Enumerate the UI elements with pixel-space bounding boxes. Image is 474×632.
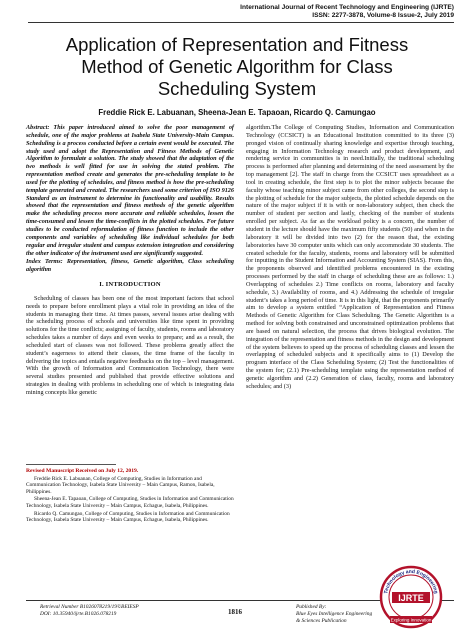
publisher-info xyxy=(296,604,372,624)
section-heading: I. INTRODUCTION xyxy=(99,281,161,289)
header-rule xyxy=(28,22,454,23)
right-column xyxy=(246,124,454,391)
left-column xyxy=(26,124,234,397)
footnote-author-3: Ricardo Q. Camungao, College of Computing, Studies in Information and Communication Technology, Isabela State University – Main Campus, Echague, Isabela, Philippines. xyxy=(26,510,230,524)
retrieval-info xyxy=(40,604,139,618)
author-list: Freddie Rick E. Labuanan, Sheena-Jean E. Tapaoan, Ricardo Q. Camungao xyxy=(98,108,376,117)
footnote-author-1: Freddie Rick E. Labuanan, College of Computing, Studies in Information and Communication Technology, Isabela State University – Main Campus, Ramon, Isabela, Philippines. xyxy=(26,475,215,495)
abstract: Abstract: This paper introduced aimed to solve the poor management of schedule, one of the major problems at Isabela State University-Main Campus. Scheduling is a process conducted before a certain event would be executed. The study used and adopt the Representation and Fitness Methods of Genetic Algorithm to formulate a solution. The study showed that the adaptation of the two methods is well fitted for use in solving the stated problem. The representation method create and generates the pre-scheduling template to be used for the plotting of schedules, and fitness method is how the pre-scheduling template generated and created. The researchers used some criterion of ISO 9126 Standard as an instrument to determine its functionality and usability. Results showed that the representation and fitness methods of the genetic algorithm make the scheduling process more accurate and reliable schedules, lessen the time-consumed and lessen the time-conflicts in the plotted schedules. For future studies to be conducted reformulation of fitness function to include the other components and variables of scheduling like individual schedules for both regular and irregular student and campus extension integration and considering the other indicator of the instrument used are significantly suggested. xyxy=(26,124,234,257)
publisher-name-2: & Sciences Publication xyxy=(296,617,347,624)
intro-paragraph-left: Scheduling of classes has been one of the most important factors that school needs to prepare before enrollment plays a vital role in providing an idea of the students in managing their time. At times passes, several issues arise dealing with the scheduling process of schools and universities like time spent in providing solutions for the time conflicts; assigning of faculty, students, rooms and laboratory schedules takes a number of days and even weeks to prepare; and as a result, the scheduled start of classes was not followed. These problems greatly affect the student’s eagerness to attend their classes, the time frame of the faculty in delivering the topics and entails negative feedbacks on the top – level management. With the growth of Information and Communication Technology, there were several studies presented and published that provide effective solutions and strategies in dealing with problems in scheduling one of which is integrating data mining concepts like genetic xyxy=(26,294,234,396)
footnotes xyxy=(26,468,234,525)
journal-issn: ISSN: 2277-3878, Volume-8 Issue-2, July 2019 xyxy=(312,12,454,19)
page-number: 1816 xyxy=(228,608,242,616)
journal-header xyxy=(240,4,454,20)
index-terms: Index Terms: Representation, fitness, Genetic algorithm, Class scheduling algorithm xyxy=(26,258,234,274)
paper-title: Application of Representation and Fitness Method of Genetic Algorithm for Class Scheduling System xyxy=(65,34,409,99)
intro-paragraph-right: algorithm.The College of Computing Studies, Information and Communication Technology (CCSICT) is an Educational Institution committed to its three (3) pronged vision of continually sharing knowledge and expertise through teaching, engaging in Information Technology research and product development, and rendering service in communities is in need.Initially, the traditional scheduling process is performed after planning and determining of the need assessment by the top management [2]. The staff in charge from the CCSICT uses spreadsheet as a tool in creating schedule, the first step is to plot the minor subjects because the faculty whose teaching minor subject came from other colleges, the second step is the plotting of schedule for the major subjects, the plotted schedule depends on the nature of the major subject if it is with or non-laboratory subject, then check the number of student per section and lastly, checking of the number of students enrolled per subject. As far as the workload policy is a concern, the number of student in the lecture should have the maximum fifty students (50) and when in the laboratory it will be divided into two (2) for the reason that, the existing laboratories have 30 computer units which can only accommodate 30 students. The created schedule for the faculty, students, rooms and laboratory will be submitted for inputting in the Student Information and Accounting System (SIAS). From this, the proponents observed and identified problems encountered in the existing processes performed by the staff in charge of scheduling these are as follows: 1.) Overlapping of schedules 2.) Time conflicts on rooms, laboratory and faculty schedule, 3.) Availability of rooms, and 4.) Addressing the schedule of irregular student’s takes a long period of time. It is in this light, that the proponents primarily aim to develop a system entitled “Application of Representation and Fitness Methods of Genetic Algorithm for Class Scheduling. The Genetic Algorithm is a method for solving both constrained and unconstrained optimization problems that are based on natural selection, the process that drives biological evolution. The integration of the representation and fitness methods in the design and development of the system believes to speed up the process of scheduling classes and lessen the overlapping of scheduled subjects and it specifically aims to (1) Develop the program interface of the Class Scheduling System; (2) Test the functionalities of the system for; (2.1) Pre-scheduling template using the representation method of genetic algorithm and (2.2) Generation of class, faculty, rooms and laboratory schedules; and (3) xyxy=(246,124,454,390)
ijrte-logo xyxy=(378,564,444,630)
footnote-author-2: Sheena-Jean E. Tapaoan, College of Computing, Studies in Information and Communication Technology, Isabela State University – Main Campus, Echague, Isabela, Philippines. xyxy=(26,496,234,509)
svg-text:IJRTE: IJRTE xyxy=(398,593,424,603)
received-date: Revised Manuscript Received on July 12, 2019. xyxy=(26,468,139,474)
doi: DOI: 10.35940/ijrte.B1026.078219 xyxy=(40,610,117,617)
svg-text:Technology and Engineering: Technology and Engineering xyxy=(383,568,439,595)
svg-text:Exploring Innovation: Exploring Innovation xyxy=(390,617,432,623)
footnote-rule xyxy=(26,464,116,465)
publisher-name: Blue Eyes Intelligence Engineering xyxy=(296,610,373,617)
journal-name: International Journal of Recent Technology and Engineering (IJRTE) xyxy=(240,4,454,11)
retrieval-number: Retrieval Number B1026078219/19©BEIESP xyxy=(40,604,139,610)
published-by: Published By: xyxy=(296,604,327,610)
